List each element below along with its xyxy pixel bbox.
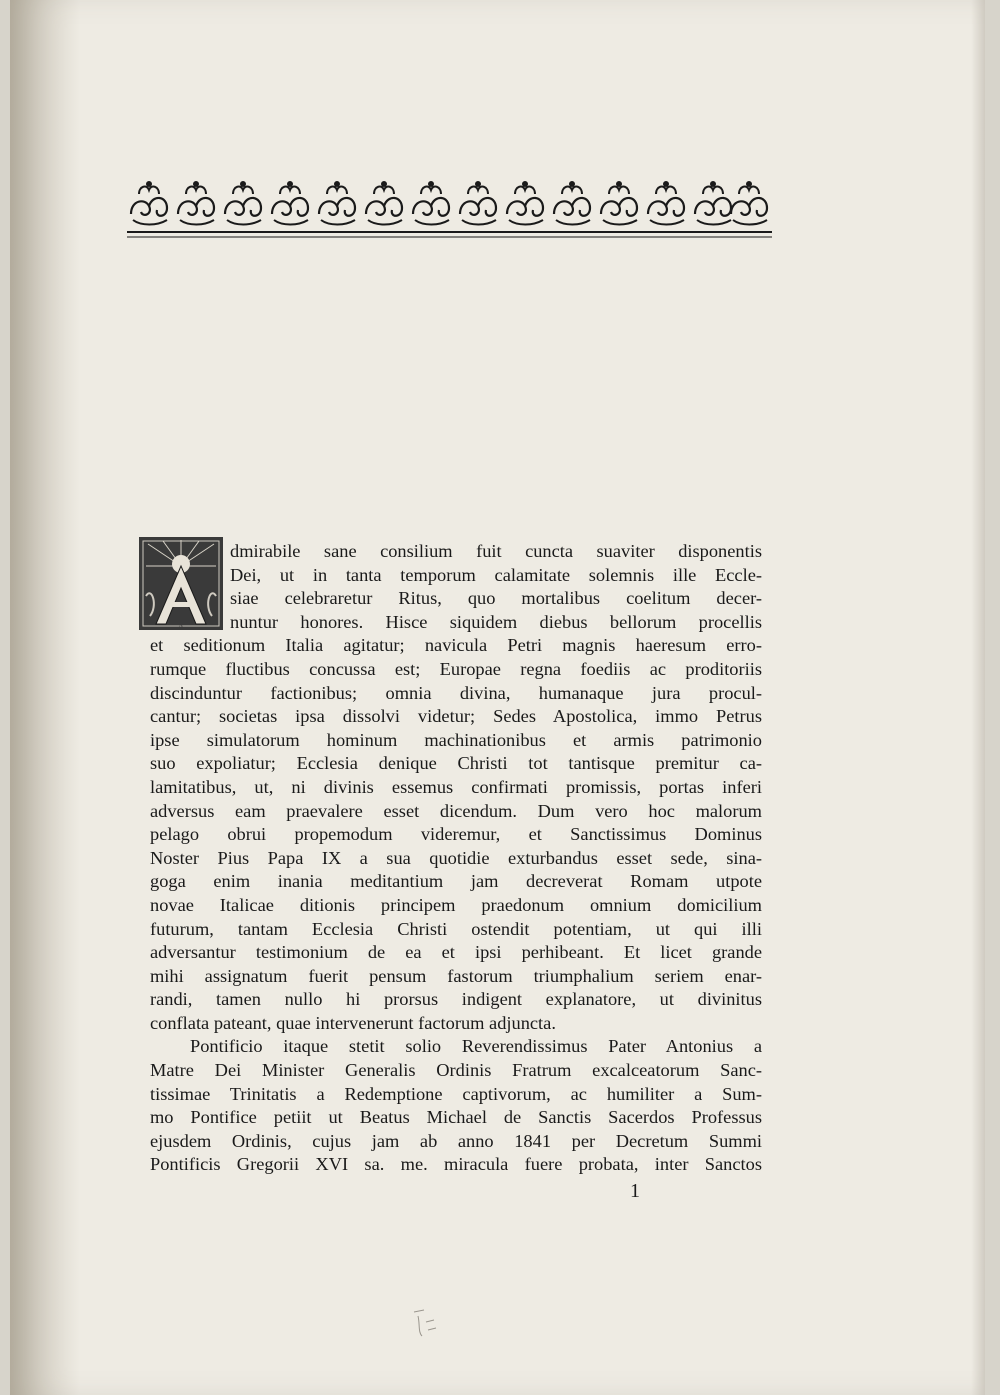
text-line: et seditionum Italia agitatur; navicula Petri magnis haeresum erro-: [150, 635, 762, 656]
text-line: Dei, ut in tanta temporum calamitate solemnis ille Eccle-: [230, 564, 762, 585]
text-line: tissimae Trinitatis a Redemptione captivorum, ac humiliter a Sum-: [150, 1083, 762, 1104]
book-page: [10, 0, 985, 1395]
text-line: adversantur testimonium de ea et ipsi perhibeant. Et licet grande: [150, 942, 762, 963]
drop-cap-initial: [138, 536, 224, 631]
text-line: Pontificio itaque stetit solio Reverendissimus Pater Antonius a: [190, 1036, 762, 1057]
text-line: ejusdem Ordinis, cujus jam ab anno 1841 per Decretum Summi: [150, 1130, 762, 1151]
text-line: nuntur honores. Hisce siquidem diebus bellorum procellis: [230, 611, 762, 632]
text-line: cantur; societas ipsa dissolvi videtur; Sedes Apostolica, immo Petrus: [150, 706, 762, 727]
text-line: adversus eam praevalere esset dicendum. Dum vero hoc malorum: [150, 800, 762, 821]
page-signature: 1: [630, 1180, 640, 1202]
text-line: pelago obrui propemodum videremur, et Sanctissimus Dominus: [150, 824, 762, 845]
text-line: dmirabile sane consilium fuit cuncta suaviter disponentis: [230, 541, 762, 561]
text-line: ipse simulatorum hominum machinationibus et armis patrimonio: [150, 729, 762, 750]
text-line: futurum, tantam Ecclesia Christi ostendit potentiam, ut qui illi: [150, 918, 762, 939]
text-line: rumque fluctibus concussa est; Europae regna foediis ac proditoriis: [150, 658, 762, 679]
text-line: goga enim inania meditantium jam decreverat Romam utpote: [150, 871, 762, 892]
page-edge: [971, 0, 985, 1395]
text-line: randi, tamen nullo hi prorsus indigent explanatore, ut divinitus: [150, 989, 762, 1010]
headpiece-ornament: [127, 170, 772, 242]
text-line: conflata pateant, quae intervenerunt factorum adjuncta.: [150, 1012, 556, 1033]
text-line: Pontificis Gregorii XVI sa. me. miracula fuere probata, inter Sanctos: [150, 1154, 762, 1175]
gutter-shadow: [10, 0, 80, 1395]
text-line: novae Italicae ditionis principem praedonum omnium domicilium: [150, 894, 762, 915]
body-text: [150, 540, 762, 1177]
text-line: siae celebraretur Ritus, quo mortalibus coelitum decer-: [230, 588, 762, 609]
text-line: mo Pontifice petiit ut Beatus Michael de Sanctis Sacerdos Professus: [150, 1107, 762, 1128]
pencil-mark: [410, 1300, 440, 1340]
text-line: Noster Pius Papa IX a sua quotidie exturbandus esset sede, sina-: [150, 847, 762, 868]
text-line: mihi assignatum fuerit pensum fastorum triumphalium seriem enar-: [150, 965, 762, 986]
text-line: suo expoliatur; Ecclesia denique Christi tot tantisque premitur ca-: [150, 753, 762, 774]
text-line: Matre Dei Minister Generalis Ordinis Fratrum excalceatorum Sanc-: [150, 1060, 762, 1081]
drop-cap-letter: A: [178, 622, 184, 631]
text-line: lamitatibus, ut, ni divinis essemus confirmati promissis, portas inferi: [150, 776, 762, 797]
text-line: discinduntur factionibus; omnia divina, humanaque jura procul-: [150, 682, 762, 703]
